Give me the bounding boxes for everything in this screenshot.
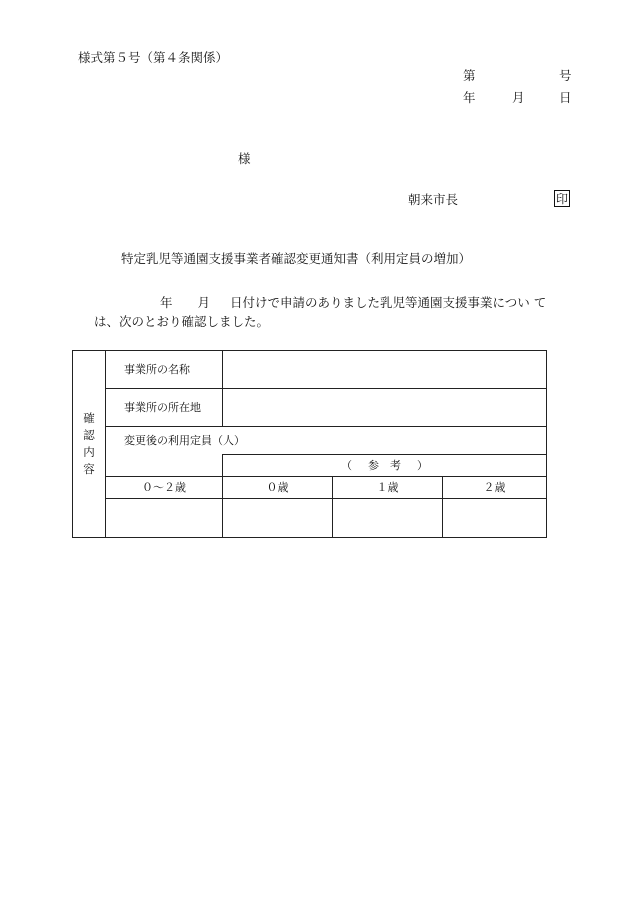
age-1-header: １歳 — [333, 477, 443, 499]
confirmation-table — [72, 350, 547, 538]
facility-name-label: 事業所の名称 — [106, 351, 223, 389]
capacity-label-spacer — [106, 455, 223, 477]
facility-address-label: 事業所の所在地 — [106, 389, 223, 427]
seal-mark: 印 — [556, 192, 569, 206]
issuer-name: 朝来市長 — [408, 192, 459, 207]
date-month-label: 月 — [512, 90, 525, 105]
date-year-label: 年 — [463, 90, 476, 105]
body-text-line-1 — [160, 297, 546, 310]
form-number: 様式第５号（第４条関係） — [78, 50, 229, 65]
addressee-honorific: 様 — [238, 151, 251, 166]
reference-header: （ 参 考 ） — [223, 455, 547, 477]
age-2-value — [443, 499, 547, 538]
confirmation-content-label: 確 認 内 容 — [73, 351, 106, 538]
document-number-prefix: 第 — [463, 68, 476, 83]
age-0-header: ０歳 — [223, 477, 333, 499]
document-number-suffix: 号 — [559, 68, 572, 83]
body-year-label: 年 — [160, 295, 173, 310]
age-2-header: ２歳 — [443, 477, 547, 499]
body-text-line-2: は、次のとおり確認しました。 — [94, 314, 270, 329]
document-title: 特定乳児等通園支援事業者確認変更通知書（利用定員の増加） — [121, 251, 472, 266]
age-1-value — [333, 499, 443, 538]
body-line-1-text: 日付けで申請のありました乳児等通園支援事業につい て — [230, 295, 547, 310]
facility-name-value — [223, 351, 547, 389]
age-0-value — [223, 499, 333, 538]
age-0-2-header: ０～２歳 — [106, 477, 223, 499]
facility-address-value — [223, 389, 547, 427]
date-day-label: 日 — [559, 90, 572, 105]
body-month-label: 月 — [197, 295, 211, 310]
age-0-2-value — [106, 499, 223, 538]
capacity-label: 変更後の利用定員（人） — [106, 427, 547, 455]
